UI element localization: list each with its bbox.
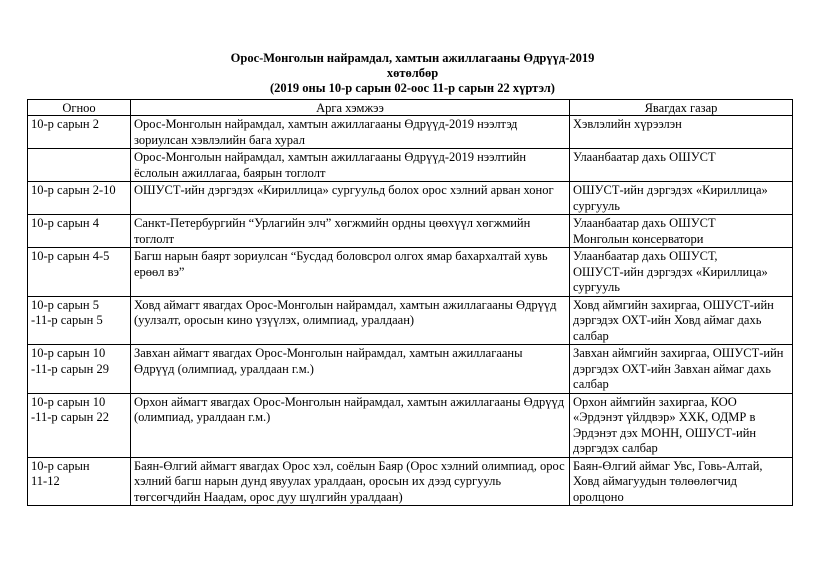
cell-date: 10-р сарын 4-5 (28, 248, 131, 297)
cell-event: Орос-Монголын найрамдал, хамтын ажиллагааны Өдрүүд-2019 нээлтэд зориулсан хэвлэлийн бага хурал (131, 116, 570, 149)
table-row (28, 149, 793, 182)
program-table (27, 99, 793, 506)
column-header-date: Огноо (28, 100, 131, 116)
table-row (28, 345, 793, 394)
cell-place: Баян-Өлгий аймаг Увс, Говь-Алтай, Ховд аймагуудын төлөөлөгчид оролцоно (570, 457, 793, 506)
cell-event: Орос-Монголын найрамдал, хамтын ажиллагааны Өдрүүд-2019 нээлтийн ёслолын ажиллагаа, баярын тоглолт (131, 149, 570, 182)
cell-place: Улаанбаатар дахь ОШУСТ Монголын консерватори (570, 215, 793, 248)
title-line-3: (2019 оны 10-р сарын 02-оос 11-р сарын 22 хүртэл) (270, 81, 555, 95)
cell-event: Багш нарын баярт зориулсан “Бусдад боловсрол олгох ямар бахархалтай хувь ерөөл вэ” (131, 248, 570, 297)
table-row (28, 182, 793, 215)
cell-event: Санкт-Петербургийн “Урлагийн элч” хөгжмийн ордны цөөхүүл хөгжмийн тоглолт (131, 215, 570, 248)
cell-date (28, 149, 131, 182)
column-header-event: Арга хэмжээ (131, 100, 570, 116)
cell-event: ОШУСТ-ийн дэргэдэх «Кириллица» сургуульд болох орос хэлний арван хоног (131, 182, 570, 215)
cell-place: Завхан аймгийн захиргаа, ОШУСТ-ийн дэргэдэх ОХТ-ийн Завхан аймаг дахь салбар (570, 345, 793, 394)
table-row (28, 393, 793, 457)
cell-event: Ховд аймагт явагдах Орос-Монголын найрамдал, хамтын ажиллагааны Өдрүүд (уулзалт, оросын кино үзүүлэх, олимпиад, уралдаан) (131, 296, 570, 345)
cell-place: Улаанбаатар дахь ОШУСТ (570, 149, 793, 182)
table-row (28, 215, 793, 248)
cell-place: ОШУСТ-ийн дэргэдэх «Кириллица» сургууль (570, 182, 793, 215)
cell-place: Ховд аймгийн захиргаа, ОШУСТ-ийн дэргэдэх ОХТ-ийн Ховд аймаг дахь салбар (570, 296, 793, 345)
table-header-row (28, 100, 793, 116)
title-line-1: Орос-Монголын найрамдал, хамтын ажиллагааны Өдрүүд-2019 (230, 51, 595, 65)
table-row (28, 296, 793, 345)
table-row (28, 457, 793, 506)
cell-date: 10-р сарын 2 (28, 116, 131, 149)
title-line-2: хөтөлбөр (386, 66, 439, 80)
document-title (0, 51, 825, 96)
cell-date: 10-р сарын 4 (28, 215, 131, 248)
column-header-place: Явагдах газар (570, 100, 793, 116)
cell-place: Улаанбаатар дахь ОШУСТ, ОШУСТ-ийн дэргэдэх «Кириллица» сургууль (570, 248, 793, 297)
cell-date: 10-р сарын 5 -11-р сарын 5 (28, 296, 131, 345)
cell-date: 10-р сарын 2-10 (28, 182, 131, 215)
table-row (28, 248, 793, 297)
cell-date: 10-р сарын 10 -11-р сарын 29 (28, 345, 131, 394)
cell-place: Хэвлэлийн хүрээлэн (570, 116, 793, 149)
cell-event: Завхан аймагт явагдах Орос-Монголын найрамдал, хамтын ажиллагааны Өдрүүд (олимпиад, уралдаан г.м.) (131, 345, 570, 394)
cell-event: Орхон аймагт явагдах Орос-Монголын найрамдал, хамтын ажиллагааны Өдрүүд (олимпиад, уралдаан г.м.) (131, 393, 570, 457)
cell-date: 10-р сарын 10 -11-р сарын 22 (28, 393, 131, 457)
cell-date: 10-р сарын 11-12 (28, 457, 131, 506)
cell-event: Баян-Өлгий аймагт явагдах Орос хэл, соёлын Баяр (Орос хэлний олимпиад, орос хэлний багш нарын дунд явуулах уралдаан, оросын их дээд сургууль төгсөгчдийн Наадам, орос дуу шүлгийн уралдаан) (131, 457, 570, 506)
cell-place: Орхон аймгийн захиргаа, КОО «Эрдэнэт үйлдвэр» ХХК, ОДМР в Эрдэнэт дэх МОНН, ОШУСТ-ийн дэргэдэх салбар (570, 393, 793, 457)
table-row (28, 116, 793, 149)
